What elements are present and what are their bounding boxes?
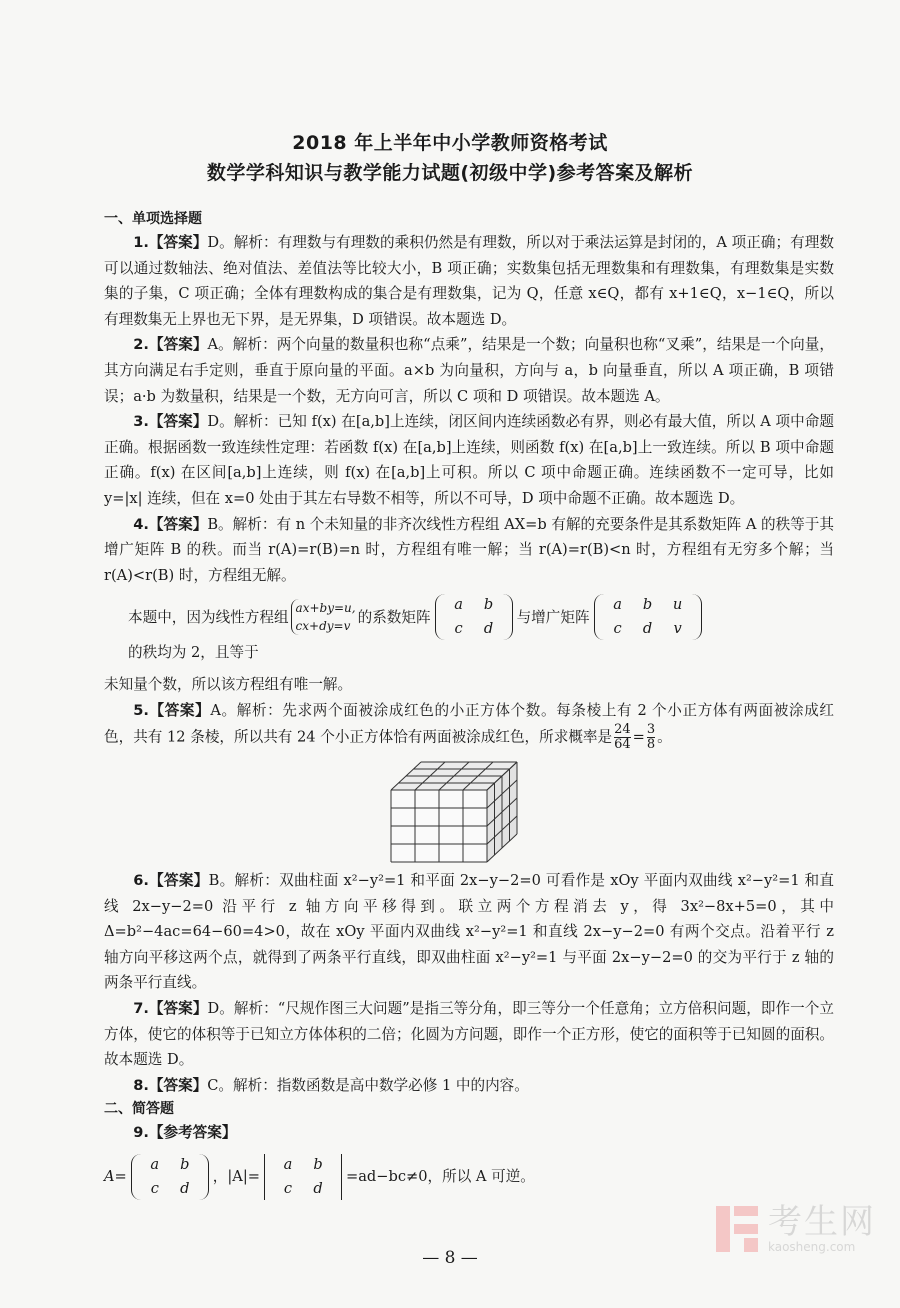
cube-figure-container — [104, 756, 834, 868]
q4-formula-line — [104, 594, 834, 666]
answer-text: D。解析：“尺规作图三大问题”是指三等分角，即三等分一个任意角；立方倍积问题，即作一个立方体，使它的体积等于已知立方体体积的二倍；化圆为方问题，即作一个正方形，使它的面积等于已知圆的面积。故本题选 D。 — [104, 1000, 834, 1069]
answer-text: A。解析：两个向量的数量积也称“点乘”，结果是一个数；向量积也称“叉乘”，结果是一个向量，其方向满足右手定则，垂直于原向量的平面。a×b 为向量积，方向与 a，b 向量垂直，所以 A 项正确，B 项错误；a·b 为数量积，结果是一个数，无方向可言，所以 C 项和 D 项错误。故本题选 A。 — [104, 336, 834, 405]
matrix-entry: b — [642, 596, 653, 614]
matrix-entry: c — [454, 620, 463, 638]
answer-text: A。解析：先求两个面被涂成红色的小正方体个数。每条棱上有 2 个小正方体有两面被涂成红色，共有 12 条棱，所以共有 24 个小正方体恰有两面被涂成红色，所求概率是 — [104, 701, 834, 746]
equation: ax+by=u, — [295, 601, 356, 616]
answer-label: 2.【答案】 — [133, 336, 208, 354]
kaosheng-watermark — [716, 1204, 876, 1254]
answer-text: D。解析：有理数与有理数的乘积仍然是有理数，所以对于乘法运算是封闭的，A 项正确；有理数可以通过数轴法、绝对值法、差值法等比较大小，B 项正确；实数集包括无理数集和有理数集，有理数集是实数集的子集，C 项正确；全体有理数构成的集合是有理数集，记为 Q，任意 x∈Q，都有 x+1∈Q，x−1∈Q，所以有理数集无上界也无下界，是无界集，D 项错误。故本题选 D。 — [104, 234, 834, 328]
matrix-entry: b — [180, 1156, 190, 1174]
answer-9 — [104, 1120, 834, 1146]
answer-1 — [104, 230, 834, 332]
matrix-entry: a — [454, 596, 463, 614]
answer-text: D。解析：已知 f(x) 在[a,b]上连续，闭区间内连续函数必有界，则必有最大值，所以 A 项中命题正确。根据函数一致连续性定理：若函数 f(x) 在[a,b]上连续，则函数 f(x) 在[a,b]上一致连续。所以 B 项中命题正确。f(x) 在区间[a,b]上连续，则 f(x) 在[a,b]上可积。所以 C 项中命题正确。连续函数不一定可导，比如 y=|x| 连续，但在 x=0 处由于其左右导数不相等，所以不可导，D 项中命题不正确。故本题选 D。 — [104, 413, 834, 507]
answer-5 — [104, 698, 834, 753]
period: 。 — [657, 728, 672, 746]
matrix-entry: a — [613, 596, 622, 614]
formula-text: =ad−bc≠0，所以 A 可逆。 — [345, 1168, 535, 1186]
answer-label: 7.【答案】 — [133, 1000, 208, 1018]
page-number: — 8 — — [422, 1248, 478, 1269]
formula-text: A= — [104, 1168, 127, 1186]
answer-label: 1.【答案】 — [133, 234, 208, 251]
fraction — [614, 723, 631, 752]
watermark-cn: 考生网 — [768, 1202, 876, 1242]
answer-label: 5.【答案】 — [133, 701, 211, 719]
equation-system — [291, 599, 356, 635]
coefficient-matrix — [435, 594, 513, 640]
matrix-entry: d — [180, 1180, 190, 1198]
matrix-entry: a — [150, 1156, 160, 1174]
equation: cx+dy=v — [295, 619, 351, 634]
document-title-line1: 2018 年上半年中小学教师资格考试 — [292, 132, 608, 154]
answer-3 — [104, 409, 834, 511]
numerator: 3 — [646, 722, 656, 738]
formula-text: 的秩均为 2，且等于 — [128, 644, 259, 662]
answer-label: 4.【答案】 — [133, 515, 208, 533]
denominator: 64 — [614, 737, 631, 753]
q9-formula — [104, 1154, 834, 1200]
answer-text: B。解析：有 n 个未知量的非齐次线性方程组 AX=b 有解的充要条件是其系数矩阵 A 的秩等于其增广矩阵 B 的秩。而当 r(A)=r(B)=n 时，方程组有唯一解；当 r(A)=r(B)<n 时，方程组有无穷多个解；当 r(A)<r(B) 时，方程组无解。 — [104, 515, 835, 584]
formula-text: ，|A|= — [212, 1168, 260, 1186]
equals-sign: = — [632, 728, 645, 746]
matrix-entry: c — [150, 1180, 159, 1198]
answer-label: 3.【答案】 — [133, 413, 208, 431]
determinant-a — [264, 1154, 342, 1200]
answer-label: 8.【答案】 — [133, 1076, 208, 1094]
answer-text: B。解析：双曲柱面 x²−y²=1 和平面 2x−y−2=0 可看作是 xOy 平面内双曲线 x²−y²=1 和直线 2x−y−2=0 沿平行 z 轴方向平移得到。联立两个方程消去 y，得 3x²−8x+5=0，其中 Δ=b²−4ac=64−60=4>0，故在 xOy 平面内双曲线 x²−y²=1 和直线 2x−y−2=0 有两个交点。沿着平行 z 轴方向平移这两个点，就得到了两条平行直线，即双曲柱面 x²−y²=1 与平面 2x−y−2=0 的交为平行于 z 轴的两条平行直线。 — [104, 872, 835, 992]
answer-7 — [104, 996, 834, 1073]
section-heading-short-answer: 二、简答题 — [104, 1101, 174, 1118]
answer-2 — [104, 332, 834, 409]
matrix-entry: c — [613, 620, 622, 638]
answer-8 — [104, 1073, 834, 1099]
formula-text: 本题中，因为线性方程组 — [128, 608, 289, 626]
answer-text: C。解析：指数函数是高中数学必修 1 中的内容。 — [207, 1076, 529, 1094]
matrix-entry: u — [672, 596, 683, 614]
fraction — [647, 723, 655, 752]
answer-6 — [104, 868, 834, 996]
matrix-entry: b — [313, 1156, 323, 1174]
answer-label: 6.【答案】 — [133, 872, 209, 890]
answer-4 — [104, 512, 834, 589]
matrix-a — [131, 1154, 209, 1200]
formula-text: 与增广矩阵 — [516, 608, 590, 626]
answer-label: 9.【参考答案】 — [133, 1124, 237, 1142]
formula-text: 的系数矩阵 — [357, 608, 431, 626]
matrix-entry: d — [313, 1180, 323, 1198]
matrix-entry: c — [283, 1180, 293, 1198]
document-title-line2: 数学学科知识与教学能力试题(初级中学)参考答案及解析 — [206, 162, 694, 184]
section-heading-single-choice: 一、单项选择题 — [104, 211, 202, 227]
document-body — [104, 208, 834, 1200]
matrix-entry: b — [483, 596, 494, 614]
numerator: 24 — [614, 722, 631, 738]
matrix-entry: d — [642, 620, 653, 638]
matrix-entry: v — [673, 620, 682, 638]
q4-formula-continuation: 未知量个数，所以该方程组有唯一解。 — [104, 675, 353, 693]
kaosheng-logo-icon — [716, 1206, 760, 1252]
augmented-matrix — [594, 594, 702, 640]
watermark-en: kaosheng.com — [768, 1240, 856, 1254]
matrix-entry: d — [483, 620, 494, 638]
matrix-entry: a — [283, 1156, 293, 1174]
denominator: 8 — [646, 737, 656, 753]
cube-figure — [385, 756, 525, 866]
